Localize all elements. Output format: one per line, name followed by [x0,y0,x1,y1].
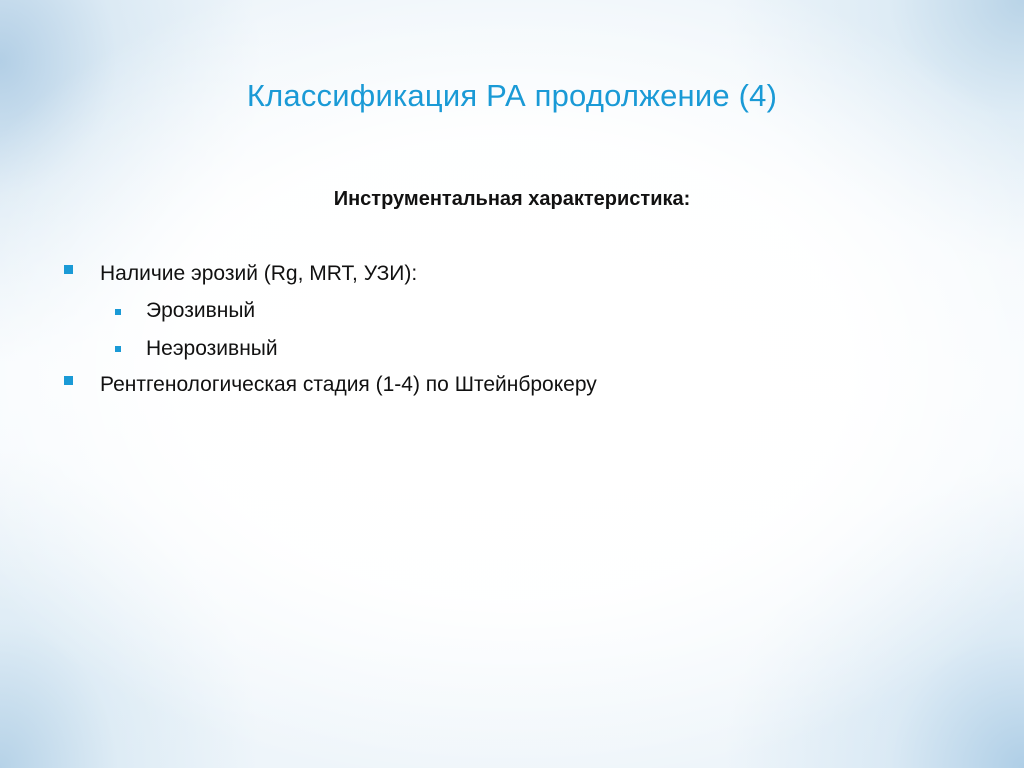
square-bullet-icon [115,346,121,352]
square-bullet-icon [64,376,73,385]
list-item-text: Рентгенологическая стадия (1-4) по Штейнброкеру [100,373,597,396]
slide-subtitle: Инструментальная характеристика: [333,188,691,210]
square-bullet-icon [115,309,121,315]
square-bullet-icon [64,265,73,274]
list-item-text: Наличие эрозий (Rg, MRT, УЗИ): [100,262,418,285]
slide-title: Классификация РА продолжение (4) [246,78,778,113]
list-item-text: Эрозивный [146,299,256,322]
list-item-text: Неэрозивный [146,337,278,360]
